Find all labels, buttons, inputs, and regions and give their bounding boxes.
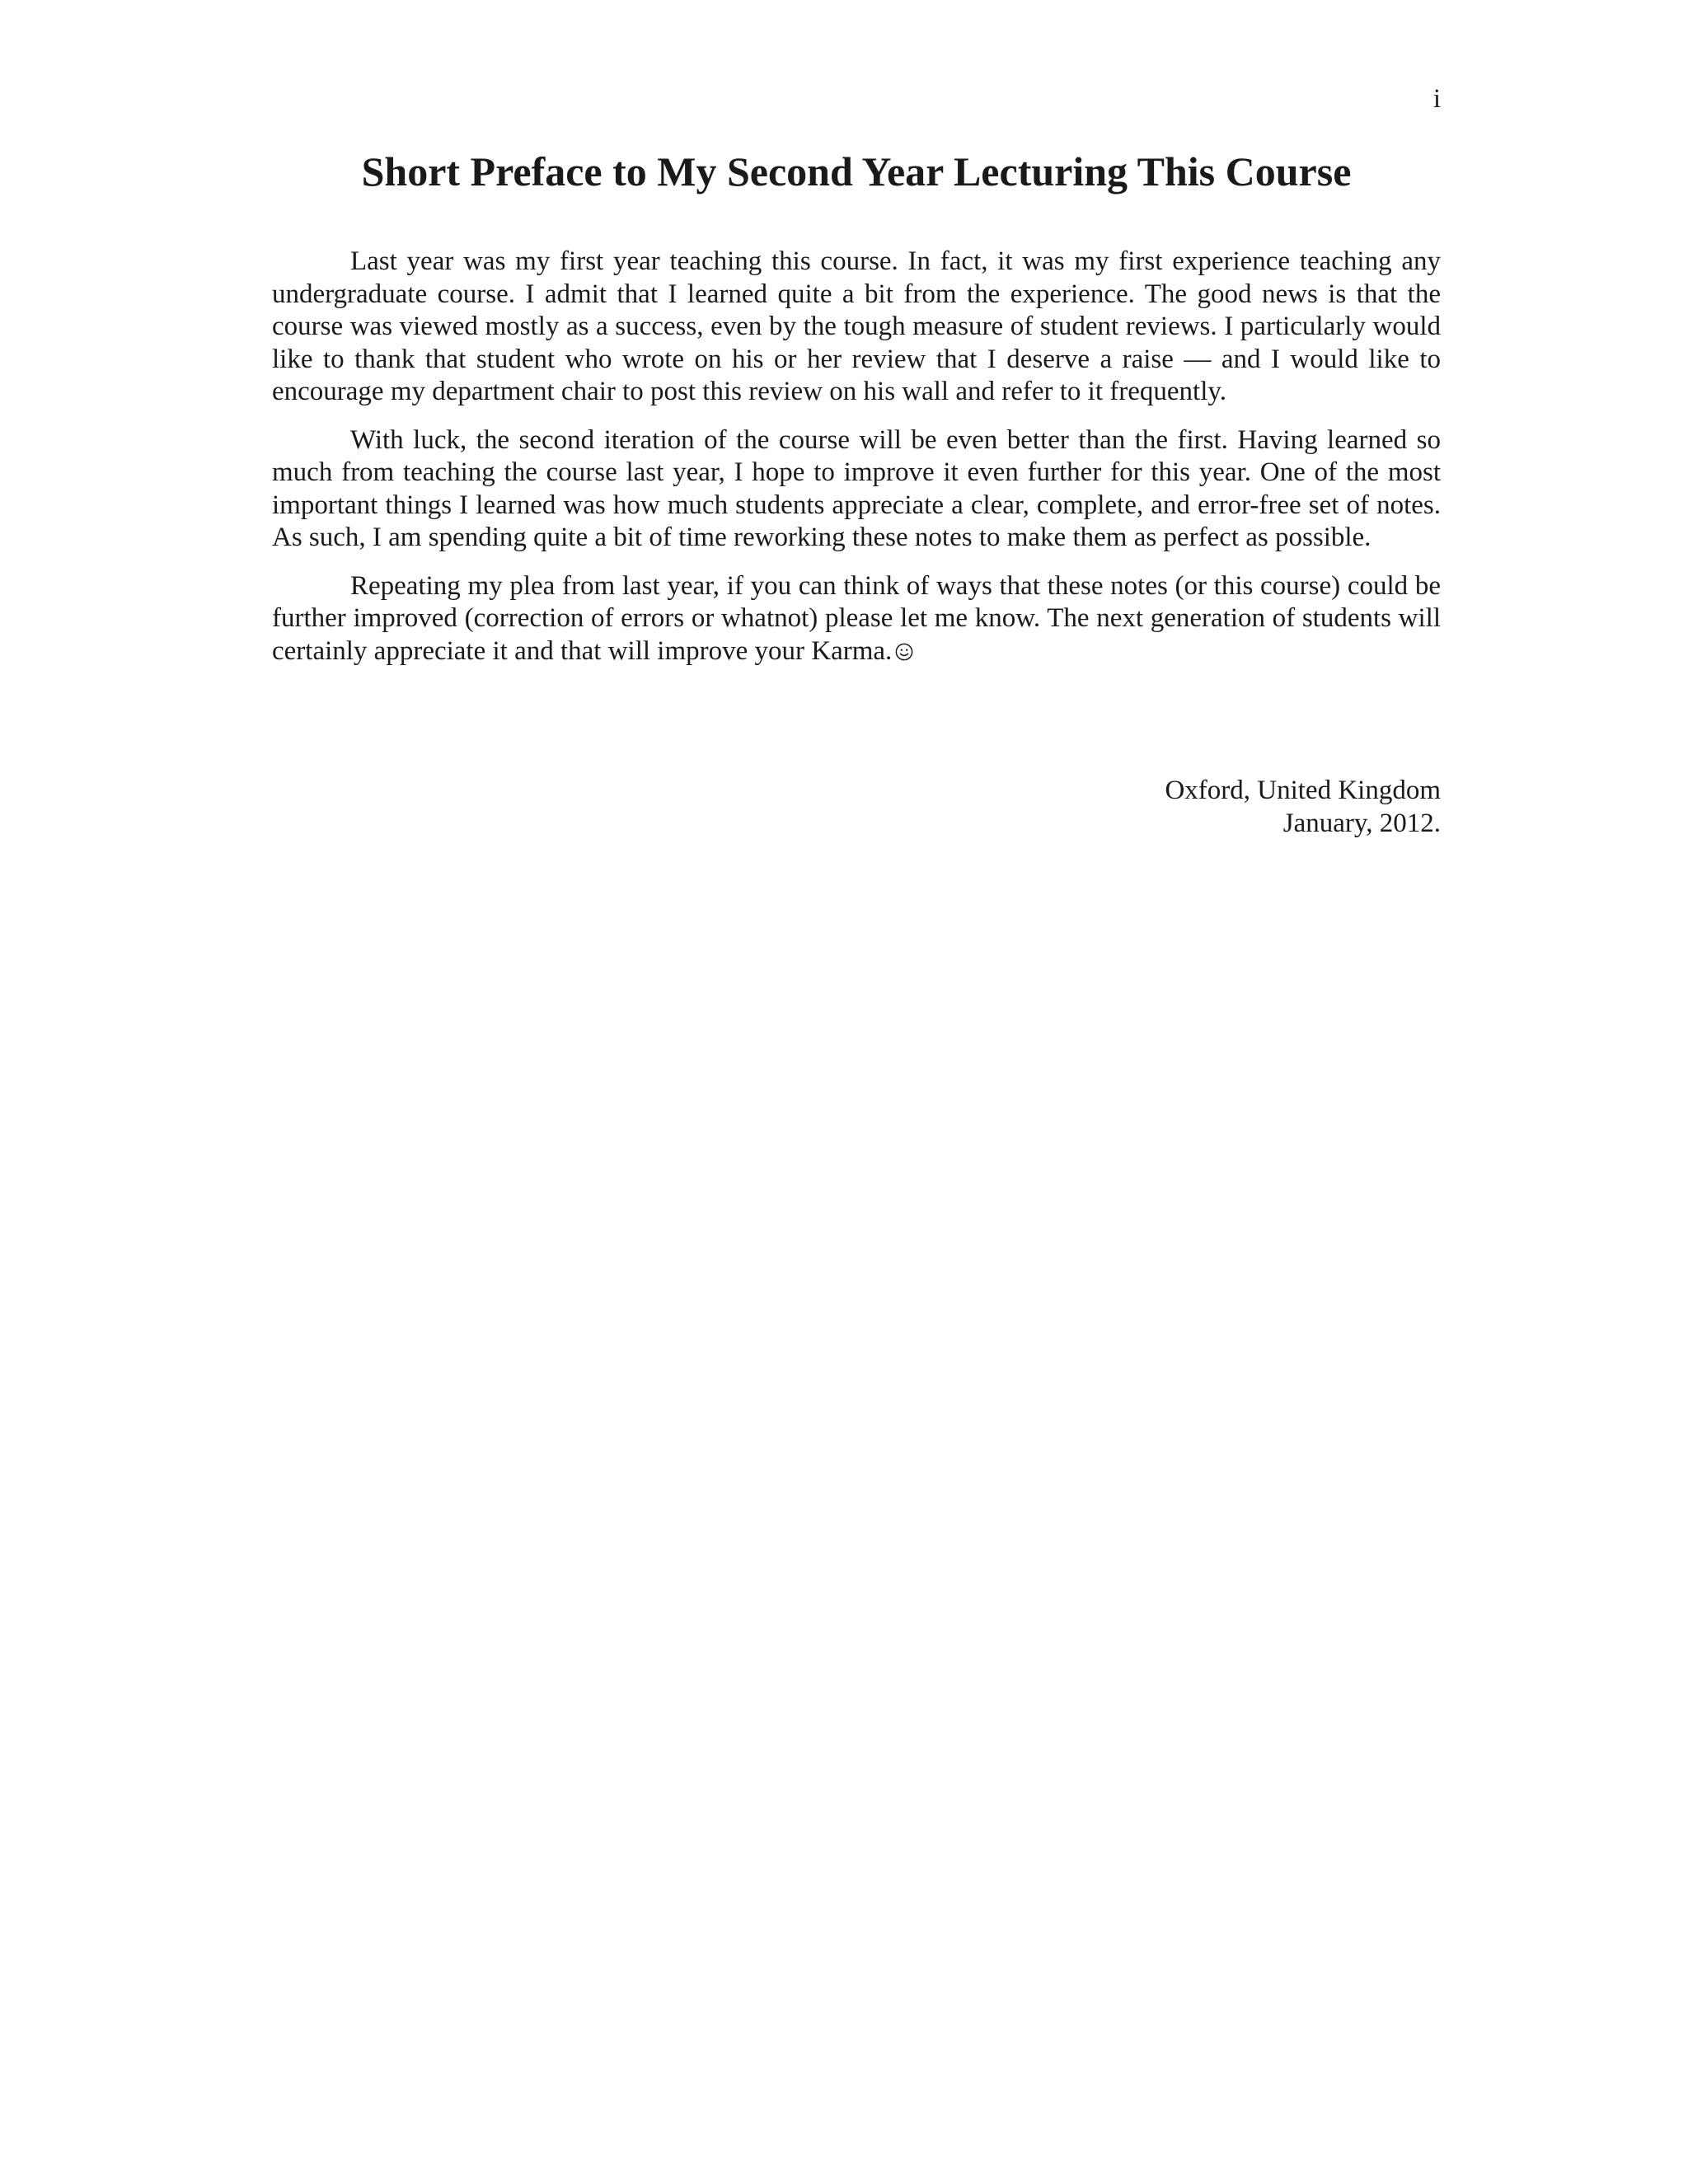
paragraph-2-text: With luck, the second iteration of the course will be even better than the first. Having learned so much from teaching the course last year, I hope to improve it even further for this year. One of the most important things I learned was how much students appreciate a clear, complete, and error-free set of notes. As such, I am spending quite a bit of time reworking these notes to make them as perfect as possible.	[272, 424, 1441, 552]
signature-date: January, 2012.	[1282, 808, 1441, 838]
smiley-icon	[895, 643, 913, 661]
page-title: Short Preface to My Second Year Lecturing This Course	[361, 148, 1352, 194]
paragraph-3	[272, 570, 1441, 668]
paragraph-2	[272, 424, 1441, 555]
page-number: i	[1432, 84, 1441, 114]
paragraph-3-text: Repeating my plea from last year, if you can think of ways that these notes (or this course) could be further improved (correction of errors or whatnot) please let me know. The next generation of students will certainly appreciate it and that will improve your Karma.	[272, 570, 1441, 666]
preface-body	[272, 246, 1441, 683]
paragraph-1	[272, 246, 1441, 409]
signature	[272, 775, 1441, 840]
signature-place: Oxford, United Kingdom	[1165, 776, 1441, 805]
paragraph-1-text: Last year was my first year teaching this course. In fact, it was my first experience teaching any undergraduate course. I admit that I learned quite a bit from the experience. The good news is that the course was viewed mostly as a success, even by the tough measure of student reviews. I particularly would like to thank that student who wrote on his or her review that I deserve a raise — and I would like to encourage my department chair to post this review on his wall and refer to it frequently.	[272, 246, 1441, 406]
